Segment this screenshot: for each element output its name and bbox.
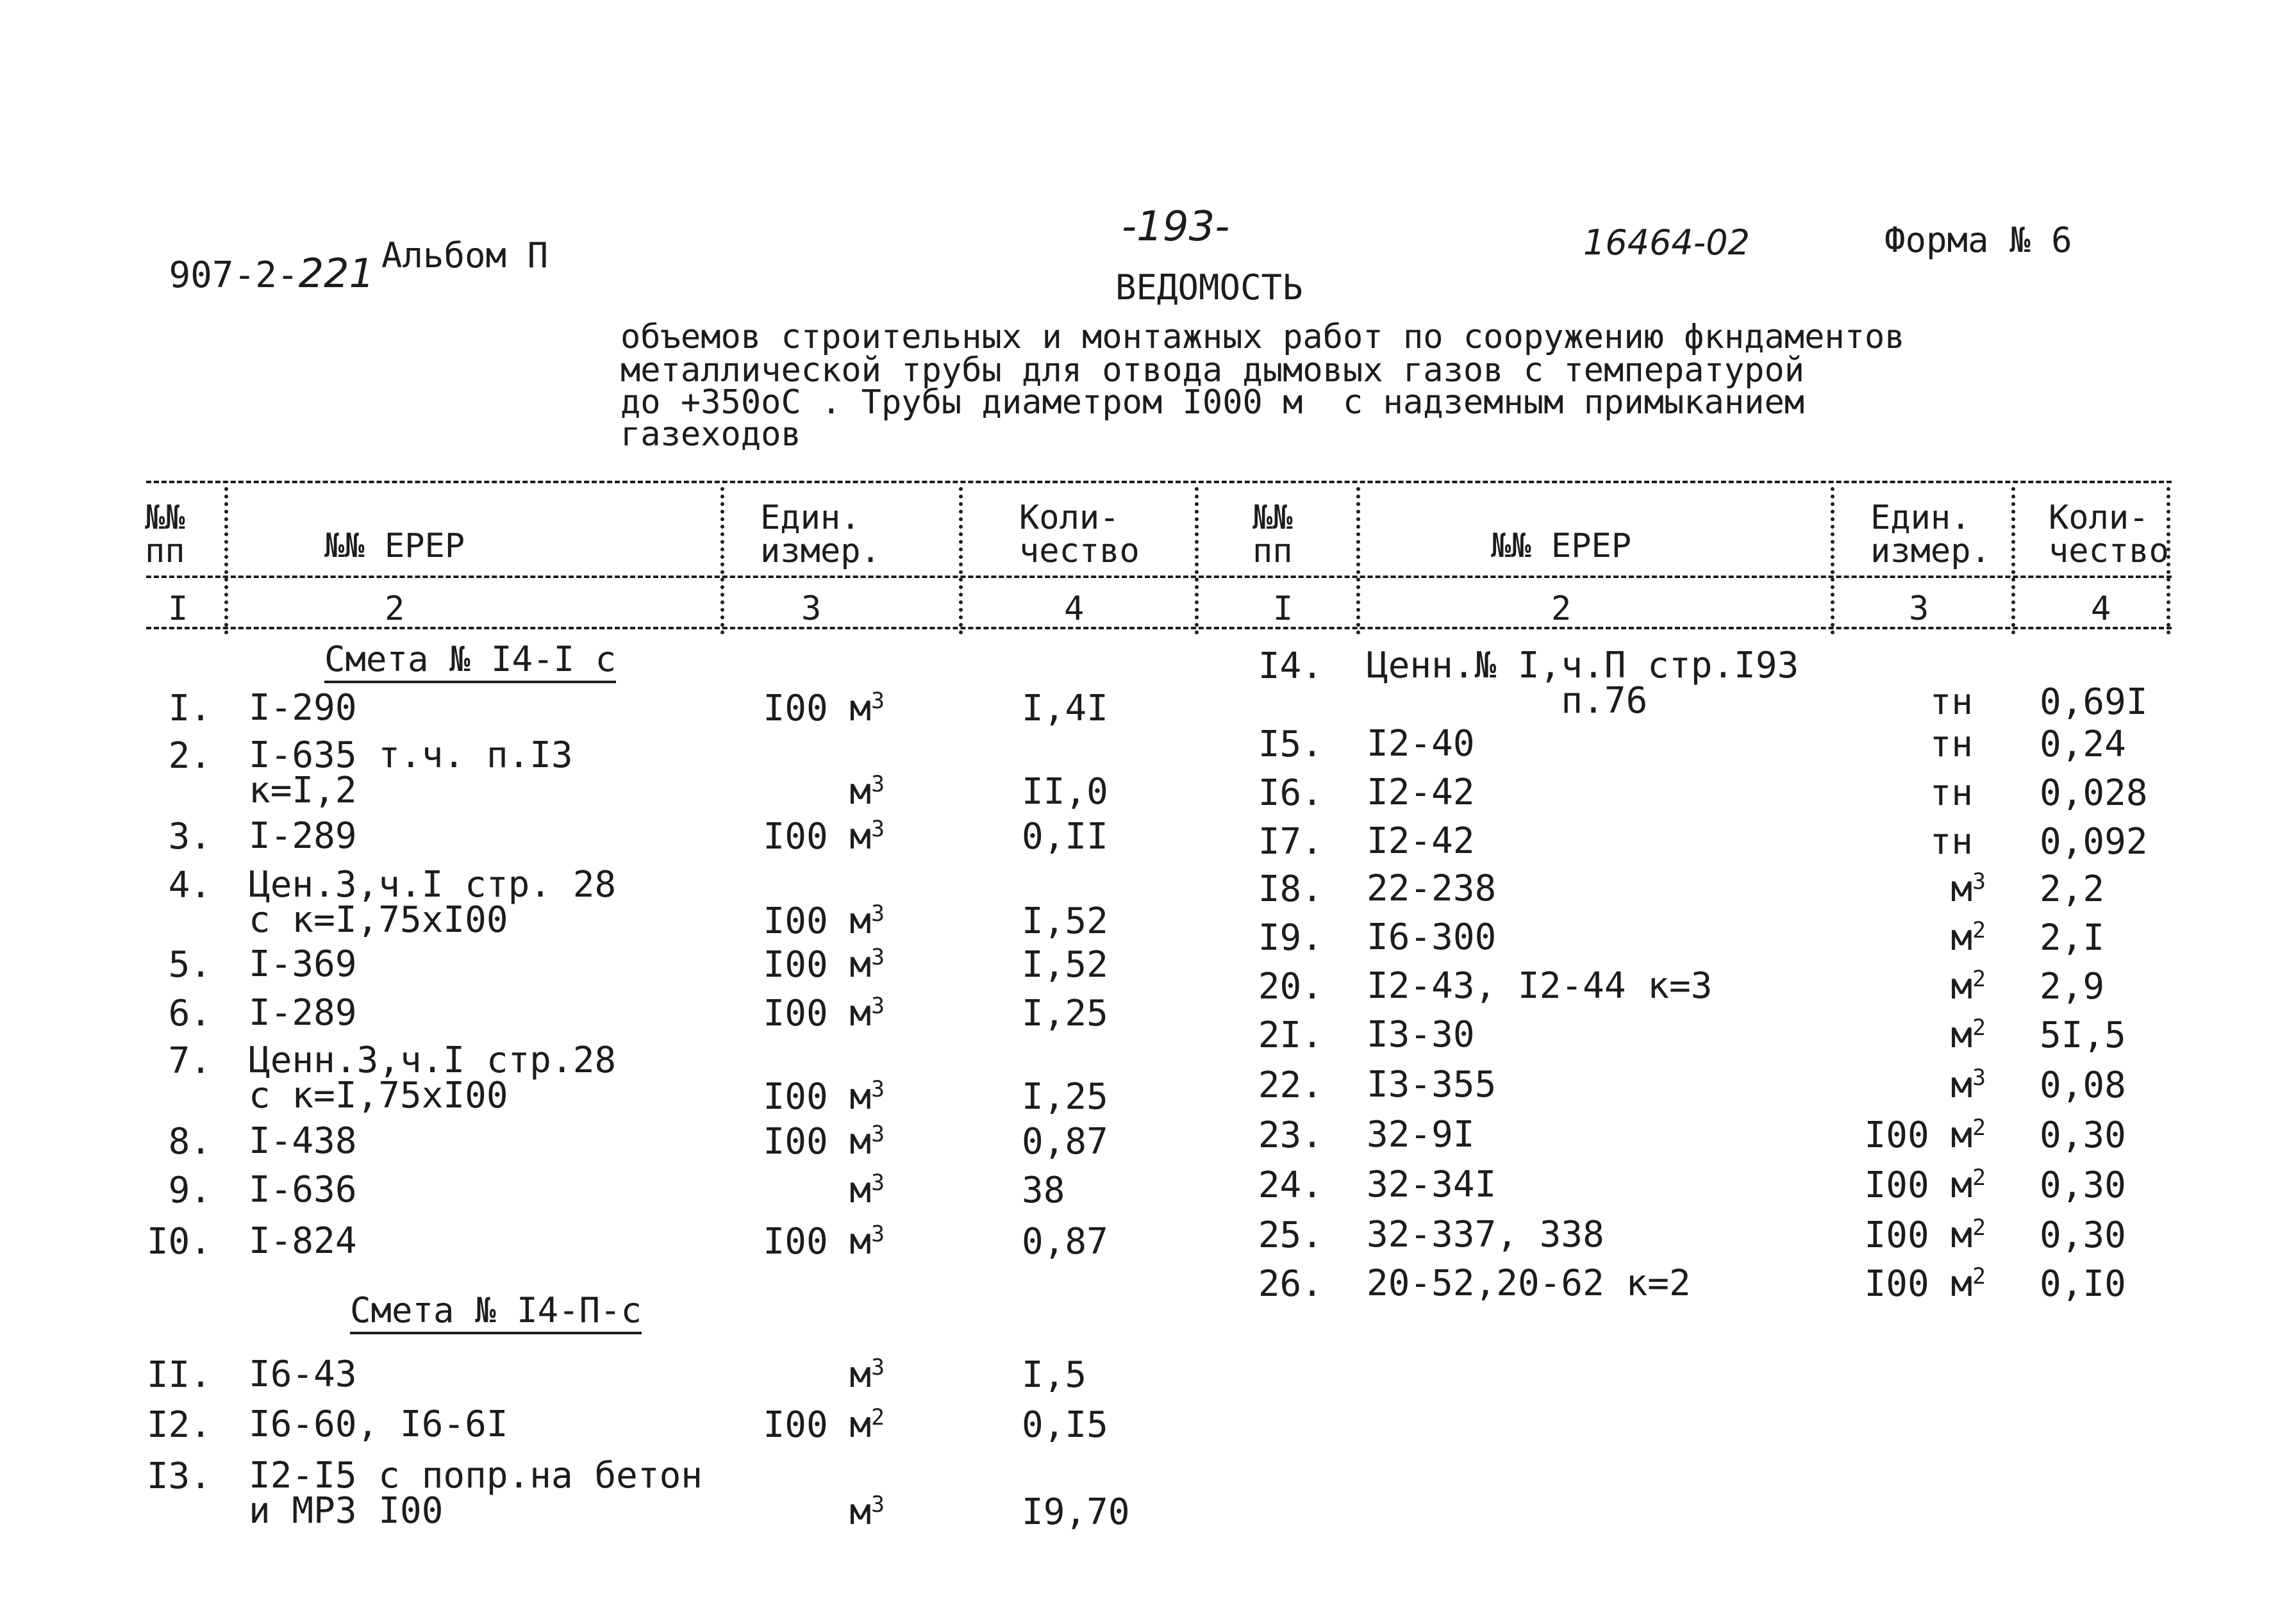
unit-text: м bbox=[849, 1491, 872, 1533]
unit-exponent: 3 bbox=[871, 1221, 885, 1247]
row-number: 3. bbox=[168, 816, 212, 858]
row-code: 32-34I bbox=[1367, 1164, 1497, 1206]
row-quantity: 0,028 bbox=[2040, 772, 2148, 814]
row-code: Ценн.№ I,ч.П стр.I93 п.76 bbox=[1367, 645, 1799, 722]
row-quantity: 0,II bbox=[1022, 816, 1108, 858]
row-number: II. bbox=[146, 1354, 212, 1396]
page-number: -193- bbox=[1122, 203, 1230, 251]
row-quantity: 0,69I bbox=[2040, 681, 2148, 723]
row-code: 20-52,20-62 к=2 bbox=[1367, 1263, 1691, 1304]
column-divider bbox=[1831, 487, 1834, 634]
row-unit bbox=[763, 1221, 885, 1263]
row-number: 6. bbox=[168, 993, 212, 1034]
column-divider bbox=[720, 487, 724, 634]
document-heading: ВЕДОМОСТЬ bbox=[1115, 267, 1303, 308]
row-quantity: 0,87 bbox=[1022, 1121, 1108, 1163]
row-code: I2-42 bbox=[1367, 772, 1475, 813]
doc-number-handwritten: 221 bbox=[298, 250, 375, 297]
row-quantity: 0,I0 bbox=[2040, 1263, 2126, 1305]
row-code: I-635 т.ч. п.I3 к=I,2 bbox=[249, 734, 573, 811]
row-code: Цен.3,ч.I стр. 28 с к=I,75хI00 bbox=[249, 864, 617, 941]
row-unit bbox=[1864, 1214, 1986, 1256]
row-unit bbox=[1929, 772, 1986, 814]
row-unit bbox=[1929, 681, 1986, 723]
row-code: I6-300 bbox=[1367, 916, 1497, 958]
row-quantity: 0,30 bbox=[2040, 1214, 2126, 1256]
unit-exponent: 2 bbox=[1972, 966, 1986, 992]
row-quantity: 0,08 bbox=[2040, 1065, 2126, 1106]
row-code: I2-43, I2-44 к=3 bbox=[1367, 965, 1713, 1007]
unit-text: I00 м bbox=[1864, 1164, 1973, 1206]
row-code: I-289 bbox=[249, 992, 357, 1034]
unit-exponent: 3 bbox=[871, 944, 885, 970]
unit-exponent: 2 bbox=[871, 1404, 885, 1430]
column-divider bbox=[224, 487, 228, 634]
unit-exponent: 3 bbox=[871, 1354, 885, 1380]
row-unit bbox=[1951, 1015, 1986, 1056]
header-col-unit: Един. измер. bbox=[1870, 499, 1991, 570]
unit-text: I00 м bbox=[763, 993, 872, 1034]
unit-exponent: 3 bbox=[871, 1121, 885, 1147]
unit-exponent: 2 bbox=[1972, 1015, 1986, 1041]
row-quantity: I,52 bbox=[1022, 944, 1108, 986]
header-col-quantity: Коли- чество bbox=[1019, 499, 1140, 570]
column-number: 3 bbox=[801, 590, 822, 628]
row-quantity: 0,I5 bbox=[1022, 1404, 1108, 1446]
unit-exponent: 3 bbox=[1972, 868, 1986, 895]
album-label: Альбом П bbox=[381, 235, 549, 276]
doc-number-printed: 907-2- bbox=[169, 254, 299, 296]
row-number: 2I. bbox=[1258, 1015, 1323, 1056]
row-quantity: I9,70 bbox=[1022, 1491, 1130, 1533]
row-unit bbox=[849, 771, 885, 813]
unit-exponent: 3 bbox=[1972, 1065, 1986, 1091]
row-code: I-636 bbox=[249, 1169, 357, 1211]
row-number: I9. bbox=[1258, 917, 1323, 959]
header-col-code: №№ ЕРЕР bbox=[324, 527, 465, 565]
unit-text: м bbox=[1951, 966, 1973, 1007]
unit-text: м bbox=[849, 1170, 872, 1211]
column-divider bbox=[1356, 487, 1360, 634]
column-divider bbox=[1195, 487, 1199, 634]
row-unit bbox=[849, 1491, 885, 1533]
unit-exponent: 2 bbox=[1972, 1263, 1986, 1289]
row-unit bbox=[1951, 868, 1986, 910]
row-unit bbox=[849, 1354, 885, 1396]
column-number: 2 bbox=[1551, 590, 1572, 628]
row-unit bbox=[1951, 917, 1986, 959]
row-unit bbox=[763, 993, 885, 1034]
unit-text: м bbox=[1951, 868, 1973, 910]
row-unit bbox=[1929, 821, 1986, 863]
unit-text: I00 м bbox=[763, 944, 872, 986]
row-quantity: 0,30 bbox=[2040, 1114, 2126, 1156]
unit-text: I00 м bbox=[1864, 1114, 1973, 1156]
estimate-heading: Смета № I4-I с bbox=[324, 639, 616, 683]
row-number: I2. bbox=[146, 1404, 212, 1446]
row-code: I-824 bbox=[249, 1220, 357, 1262]
unit-text: м bbox=[1951, 1065, 1973, 1106]
row-number: 7. bbox=[168, 1040, 212, 1082]
row-number: 25. bbox=[1258, 1214, 1323, 1256]
header-col-quantity: Коли- чество bbox=[2049, 499, 2169, 570]
row-quantity: 5I,5 bbox=[2040, 1015, 2126, 1056]
unit-exponent: 3 bbox=[871, 816, 885, 842]
row-code: I3-355 bbox=[1367, 1064, 1497, 1106]
row-code: I2-I5 с попр.на бетон и МРЗ I00 bbox=[249, 1455, 703, 1532]
column-number: 3 bbox=[1909, 590, 1929, 628]
unit-text: тн bbox=[1929, 821, 1973, 863]
unit-text: тн bbox=[1929, 772, 1973, 814]
row-number: I5. bbox=[1258, 724, 1323, 765]
unit-text: тн bbox=[1929, 724, 1973, 765]
row-unit bbox=[763, 944, 885, 986]
row-unit bbox=[763, 816, 885, 858]
row-unit bbox=[763, 1121, 885, 1163]
row-code: I6-43 bbox=[249, 1354, 357, 1395]
unit-text: I00 м bbox=[763, 816, 872, 858]
row-number: I3. bbox=[146, 1455, 212, 1497]
unit-exponent: 3 bbox=[871, 993, 885, 1019]
row-quantity: 0,30 bbox=[2040, 1164, 2126, 1206]
row-code: 32-337, 338 bbox=[1367, 1214, 1604, 1255]
table-bottom-rule bbox=[146, 627, 2172, 629]
row-unit bbox=[763, 1076, 885, 1118]
header-col-number: №№ пп bbox=[1252, 499, 1293, 570]
unit-text: I00 м bbox=[763, 1121, 872, 1163]
row-quantity: 0,24 bbox=[2040, 724, 2126, 765]
row-unit bbox=[763, 1404, 885, 1446]
row-code: I-438 bbox=[249, 1120, 357, 1162]
column-number: 4 bbox=[1064, 590, 1085, 628]
row-number: 8. bbox=[168, 1121, 212, 1163]
unit-exponent: 2 bbox=[1972, 917, 1986, 943]
row-quantity: I,4I bbox=[1022, 688, 1108, 729]
row-number: 4. bbox=[168, 865, 212, 906]
unit-text: I00 м bbox=[1864, 1214, 1973, 1256]
unit-exponent: 2 bbox=[1972, 1214, 1986, 1241]
row-code: I-369 bbox=[249, 943, 357, 985]
row-number: 9. bbox=[168, 1170, 212, 1211]
row-number: 23. bbox=[1258, 1114, 1323, 1156]
unit-text: I00 м bbox=[763, 1076, 872, 1118]
row-unit bbox=[763, 688, 885, 729]
row-unit bbox=[1929, 724, 1986, 765]
table-mid-rule bbox=[146, 576, 2172, 578]
row-quantity: 2,9 bbox=[2040, 966, 2105, 1007]
row-number: I0. bbox=[146, 1221, 212, 1263]
unit-text: I00 м bbox=[763, 1404, 872, 1446]
unit-exponent: 3 bbox=[871, 1076, 885, 1102]
row-quantity: I,25 bbox=[1022, 1076, 1108, 1118]
row-code: I-290 bbox=[249, 687, 357, 729]
unit-exponent: 3 bbox=[871, 688, 885, 714]
row-quantity: I,25 bbox=[1022, 993, 1108, 1034]
row-unit bbox=[1864, 1114, 1986, 1156]
row-quantity: II,0 bbox=[1022, 771, 1108, 813]
title-line-2: металлической трубы для отвода дымовых газов с температурой bbox=[620, 351, 1805, 390]
row-number: 5. bbox=[168, 944, 212, 986]
row-quantity: 0,092 bbox=[2040, 821, 2148, 863]
row-code: 22-238 bbox=[1367, 868, 1497, 909]
unit-text: м bbox=[849, 1354, 872, 1396]
row-number: 20. bbox=[1258, 966, 1323, 1007]
row-unit bbox=[763, 900, 885, 942]
header-col-number: №№ пп bbox=[145, 499, 185, 570]
row-quantity: 2,2 bbox=[2040, 868, 2105, 910]
row-unit bbox=[1864, 1263, 1986, 1305]
column-number: 4 bbox=[2091, 590, 2111, 628]
row-code: I-289 bbox=[249, 815, 357, 857]
row-number: I. bbox=[168, 688, 212, 729]
row-unit bbox=[1951, 966, 1986, 1007]
unit-exponent: 3 bbox=[871, 900, 885, 927]
title-line-1: объемов строительных и монтажных работ по сооружению фкндаментов bbox=[620, 318, 1905, 356]
row-code: Ценн.3,ч.I стр.28 с к=I,75хI00 bbox=[249, 1040, 617, 1116]
row-number: 26. bbox=[1258, 1263, 1323, 1305]
unit-text: I00 м bbox=[763, 1221, 872, 1263]
unit-text: м bbox=[849, 771, 872, 813]
row-code: I2-42 bbox=[1367, 820, 1475, 862]
unit-exponent: 2 bbox=[1972, 1114, 1986, 1141]
row-quantity: 38 bbox=[1022, 1170, 1065, 1211]
row-number: I8. bbox=[1258, 868, 1323, 910]
unit-text: м bbox=[1951, 917, 1973, 959]
unit-exponent: 2 bbox=[1972, 1164, 1986, 1191]
unit-text: тн bbox=[1929, 681, 1973, 723]
row-quantity: 2,I bbox=[2040, 917, 2105, 959]
row-code: I6-60, I6-6I bbox=[249, 1404, 508, 1445]
row-number: I4. bbox=[1258, 645, 1323, 687]
title-line-3: до +350оС . Трубы диаметром I000 м с надземным примыканием bbox=[620, 383, 1805, 422]
row-quantity: 0,87 bbox=[1022, 1221, 1108, 1263]
title-line-4: газеходов bbox=[620, 415, 801, 454]
row-number: 24. bbox=[1258, 1164, 1323, 1206]
row-unit bbox=[849, 1170, 885, 1211]
header-col-code: №№ ЕРЕР bbox=[1491, 527, 1632, 565]
column-number: I bbox=[1273, 590, 1294, 628]
row-number: I7. bbox=[1258, 821, 1323, 863]
unit-text: м bbox=[1951, 1015, 1973, 1056]
unit-exponent: 3 bbox=[871, 771, 885, 797]
header-col-unit: Един. измер. bbox=[760, 499, 881, 570]
form-label: Форма № 6 bbox=[1884, 220, 2072, 260]
column-number: 2 bbox=[385, 590, 405, 628]
row-unit bbox=[1951, 1065, 1986, 1106]
row-number: 2. bbox=[168, 735, 212, 777]
row-code: I3-30 bbox=[1367, 1014, 1475, 1056]
row-code: I2-40 bbox=[1367, 723, 1475, 765]
row-number: I6. bbox=[1258, 772, 1323, 814]
unit-text: I00 м bbox=[763, 688, 872, 729]
row-quantity: I,5 bbox=[1022, 1354, 1087, 1396]
column-divider bbox=[959, 487, 963, 634]
document-code: 16464-02 bbox=[1583, 222, 1750, 263]
unit-text: I00 м bbox=[1864, 1263, 1973, 1305]
row-code: 32-9I bbox=[1367, 1114, 1475, 1156]
doc-number bbox=[126, 218, 375, 297]
row-number: 22. bbox=[1258, 1065, 1323, 1106]
table-top-rule bbox=[146, 481, 2172, 483]
unit-text: I00 м bbox=[763, 900, 872, 942]
unit-exponent: 3 bbox=[871, 1491, 885, 1518]
estimate-heading: Смета № I4-П-с bbox=[350, 1290, 642, 1334]
row-unit bbox=[1864, 1164, 1986, 1206]
column-divider bbox=[2011, 487, 2015, 634]
column-number: I bbox=[168, 590, 188, 628]
unit-exponent: 3 bbox=[871, 1170, 885, 1196]
row-quantity: I,52 bbox=[1022, 900, 1108, 942]
